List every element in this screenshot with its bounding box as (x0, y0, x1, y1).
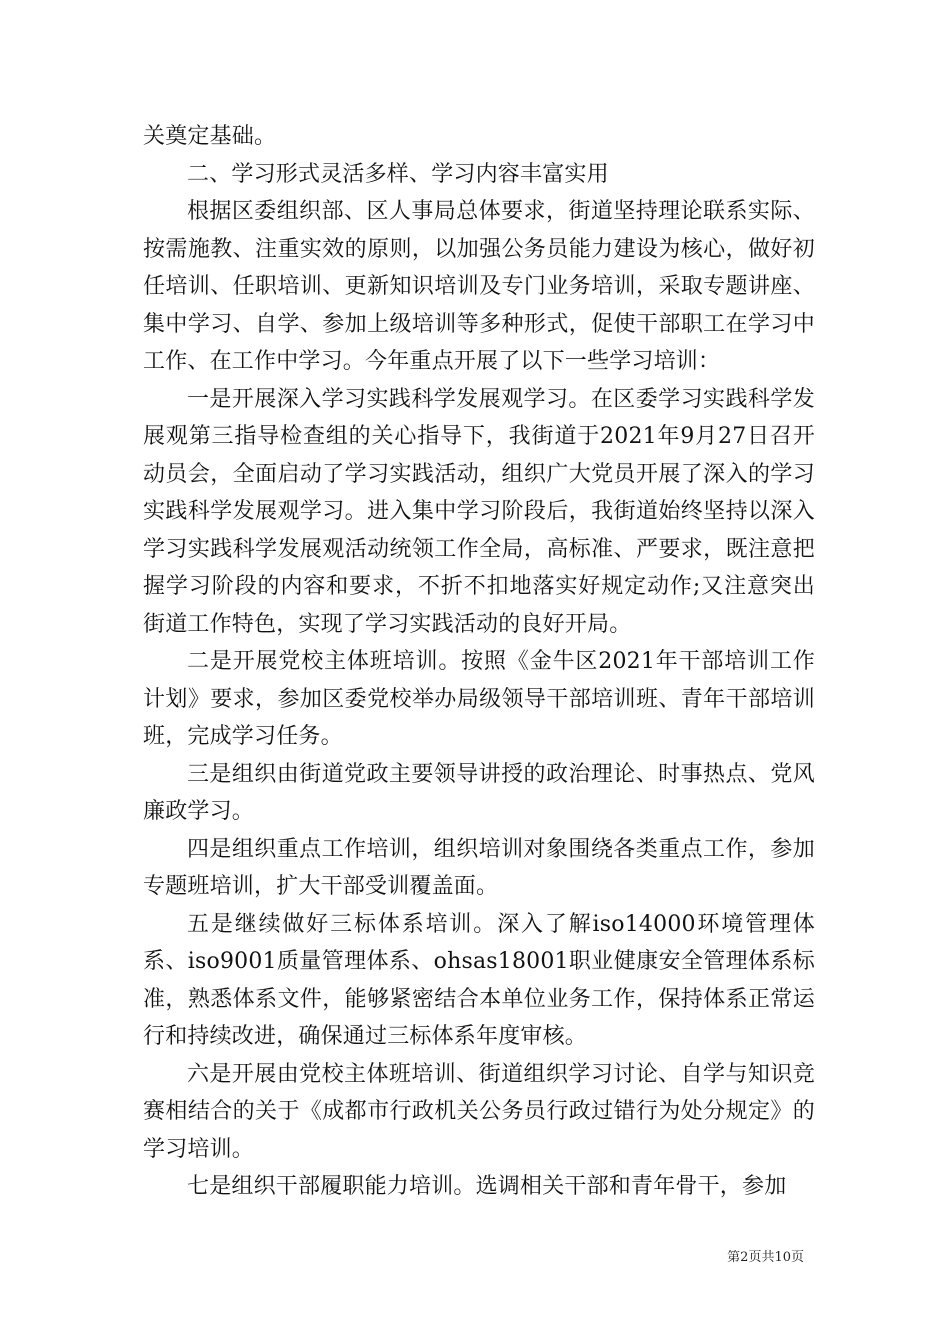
paragraph-item-1: 一是开展深入学习实践科学发展观学习。在区委学习实践科学发展观第三指导检查组的关心指导下，我街道于2021年9月27日召开动员会，全面启动了学习实践活动，组织广大党员开展了深入的学习实践科学发展观学习。进入集中学习阶段后，我街道始终坚持以深入学习实践科学发展观活动统领工作全局，高标准、严要求，既注意把握学习阶段的内容和要求，不折不扣地落实好规定动作;又注意突出街道工作特色，实现了学习实践活动的良好开局。 (143, 386, 815, 637)
paragraph-item-4: 四是组织重点工作培训，组织培训对象围绕各类重点工作，参加专题班培训，扩大干部受训覆盖面。 (143, 836, 815, 899)
page-number-footer: 第2页共10页 (727, 1250, 804, 1265)
section-heading: 二、学习形式灵活多样、学习内容丰富实用 (187, 161, 609, 187)
document-body (143, 118, 815, 1206)
paragraph-continuation: 关奠定基础。 (143, 124, 277, 149)
paragraph-item-7: 七是组织干部履职能力培训。选调相关干部和青年骨干，参加 (187, 1174, 787, 1199)
paragraph-item-6: 六是开展由党校主体班培训、街道组织学习讨论、自学与知识竞赛相结合的关于《成都市行政机关公务员行政过错行为处分规定》的学习培训。 (143, 1061, 815, 1162)
paragraph-item-2: 二是开展党校主体班培训。按照《金牛区2021年干部培训工作计划》要求，参加区委党校举办局级领导干部培训班、青年干部培训班，完成学习任务。 (143, 649, 815, 749)
paragraph-overview: 根据区委组织部、区人事局总体要求，街道坚持理论联系实际、按需施教、注重实效的原则，以加强公务员能力建设为核心，做好初任培训、任职培训、更新知识培训及专门业务培训，采取专题讲座、集中学习、自学、参加上级培训等多种形式，促使干部职工在学习中工作、在工作中学习。今年重点开展了以下一些学习培训： (143, 199, 815, 374)
paragraph-item-5: 五是继续做好三标体系培训。深入了解iso14000环境管理体系、iso9001质量管理体系、ohsas18001职业健康安全管理体系标准，熟悉体系文件，能够紧密结合本单位业务工作，保持体系正常运行和持续改进，确保通过三标体系年度审核。 (143, 911, 815, 1049)
paragraph-item-3: 三是组织由街道党政主要领导讲授的政治理论、时事热点、党风廉政学习。 (143, 761, 815, 824)
